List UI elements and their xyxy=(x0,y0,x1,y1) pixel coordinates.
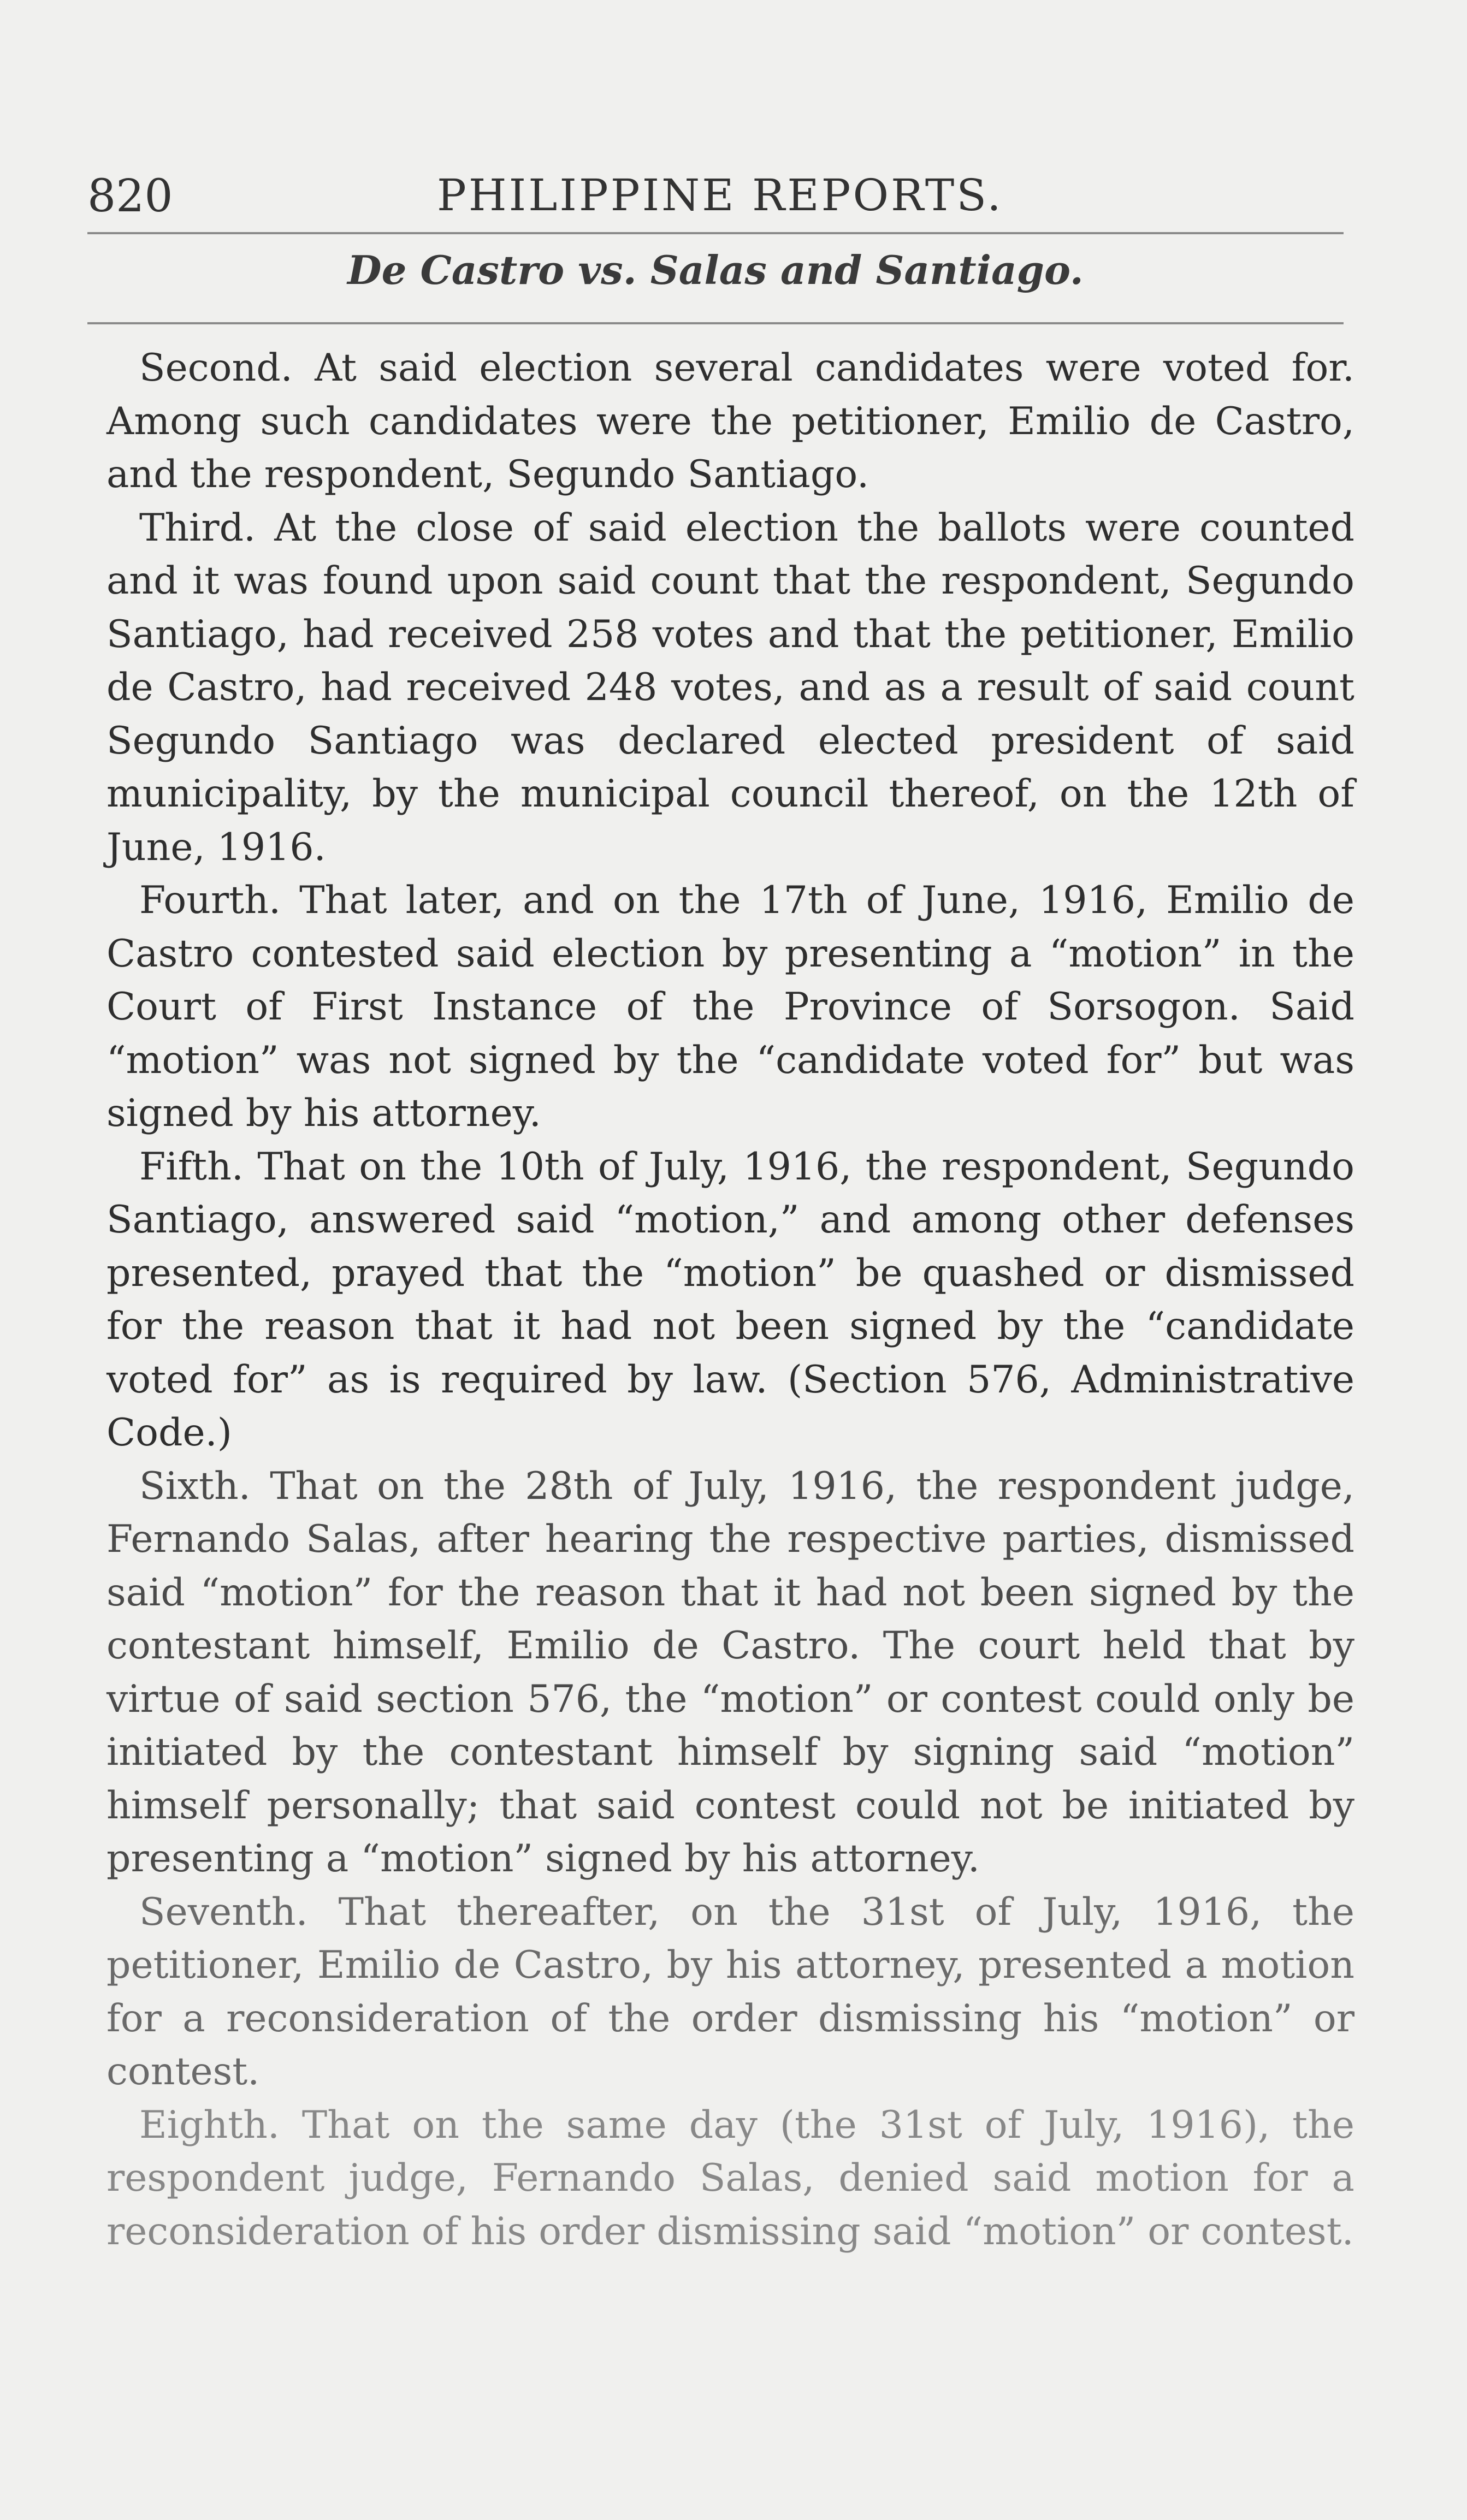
header-rule xyxy=(87,232,1344,234)
paragraph-eighth: Eighth. That on the same day (the 31st of July, 1916), the respondent judge, Fernando Salas, denied said motion for a reconsideration of his order dismissing said “motion” or contest. xyxy=(107,2102,1354,2254)
paragraph-fifth: Fifth. That on the 10th of July, 1916, the respondent, Segundo Santiago, answered said “motion,” and among other defenses presented, prayed that the “motion” be quashed or dismissed for the reason that it had not been signed by the “candidate voted for” as is required by law. (Section 576, Administrative Code.) xyxy=(107,1144,1354,1455)
paragraph-seventh: Seventh. That thereafter, on the 31st of July, 1916, the petitioner, Emilio de Castro, by his attorney, presented a motion for a reconsideration of the order dismissing his “motion” or contest. xyxy=(107,1889,1354,2094)
page-header xyxy=(87,158,1344,229)
paragraph-sixth: Sixth. That on the 28th of July, 1916, the respondent judge, Fernando Salas, after hearing the respective parties, dismissed said “motion” for the reason that it had not been signed by the contestant himself, Emilio de Castro. The court held that by virtue of said section 576, the “motion” or contest could only be initiated by the contestant himself by signing said “motion” himself personally; that said contest could not be initiated by presenting a “motion” signed by his attorney. xyxy=(107,1463,1354,1881)
body-text xyxy=(107,341,1354,2258)
case-title-rule xyxy=(87,322,1344,324)
case-title: De Castro vs. Salas and Santiago. xyxy=(347,247,1084,293)
paragraph-fourth: Fourth. That later, and on the 17th of June, 1916, Emilio de Castro contested said election by presenting a “motion” in the Court of First Instance of the Province of Sorsogon. Said “motion” was not signed by the “candidate voted for” but was signed by his attorney. xyxy=(107,878,1354,1135)
paragraph-second: Second. At said election several candidates were voted for. Among such candidates were the petitioner, Emilio de Castro, and the respondent, Segundo Santiago. xyxy=(107,346,1354,496)
page-number: 820 xyxy=(87,170,173,222)
running-title: PHILIPPINE REPORTS. xyxy=(437,170,1003,221)
paragraph-third: Third. At the close of said election the ballots were counted and it was found upon said count that the respondent, Segundo Santiago, had received 258 votes and that the petitioner, Emilio de Castro, had received 248 votes, and as a result of said count Segundo Santiago was declared elected president of said municipality, by the municipal council thereof, on the 12th of June, 1916. xyxy=(107,505,1354,869)
